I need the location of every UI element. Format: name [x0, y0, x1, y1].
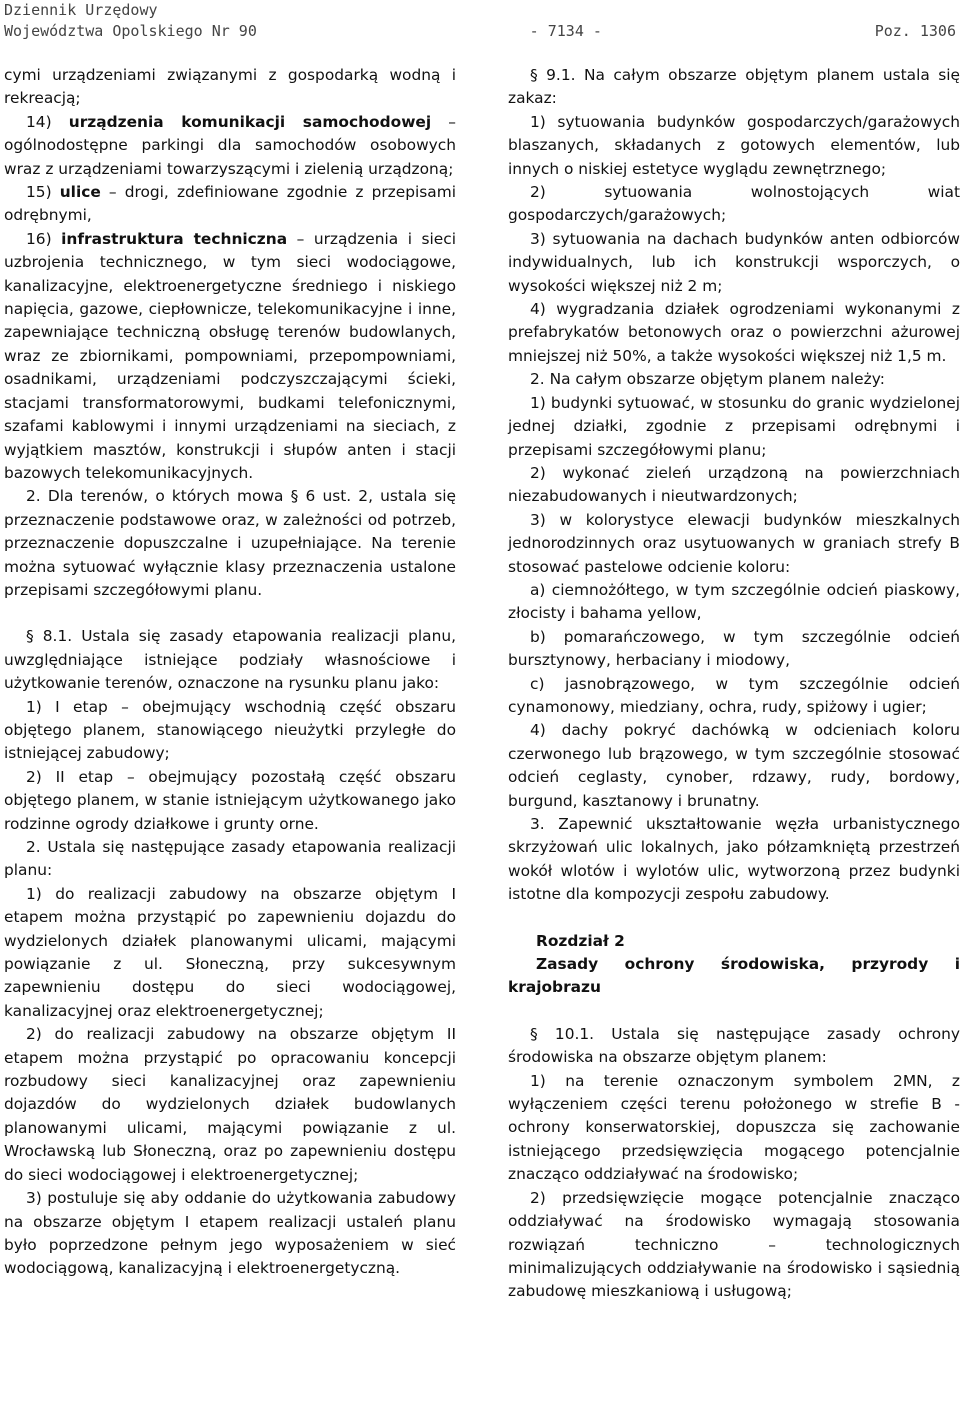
definition-15: 15) ulice – drogi, zdefiniowane zgodnie z przepisami odrębnymi,: [4, 183, 456, 225]
header-row: [4, 21, 956, 42]
list-item: 3) postuluje się aby oddanie do użytkowania zabudowy na obszarze objętym I etapem realizacji ustaleń planu było poprzedzone pełnym jego wyposażeniem w sieć wodociągową, kanalizacyjną i elektroenergetyczną.: [4, 1189, 456, 1278]
defined-term: urządzenia komunikacji samochodowej: [68, 112, 432, 131]
list-item: c) jasnobrązowego, w tym szczególnie odcień cynamonowy, miedziany, ochra, rudy, spiżowy i ugier;: [508, 674, 960, 716]
position-number: Poz. 1306: [874, 22, 956, 40]
paragraph: cymi urządzeniami związanymi z gospodarką wodną i rekreacją;: [4, 66, 456, 108]
list-item: 3) sytuowania na dachach budynków anten odbiorców indywidualnych, lub ich konstrukcji wsporczych, o wysokości większej niż 2 m;: [508, 229, 960, 295]
definition-14: 14) urządzenia komunikacji samochodowej – ogólnodostępne parkingi dla samochodów osobowych wraz z urządzeniami towarzyszącymi i zielenią urządzoną;: [4, 112, 456, 178]
section-9: § 9.1. Na całym obszarze objętym planem ustala się zakaz:: [508, 66, 960, 108]
paragraph: 2. Ustala się następujące zasady etapowania realizacji planu:: [4, 838, 456, 880]
list-item: 2) II etap – obejmujący pozostałą część obszaru objętego planem, w stanie istniejącym użytkowanego jako rodzinne ogrody działkowe i grunty orne.: [4, 767, 456, 833]
chapter-number: Rozdział 2: [536, 931, 625, 950]
journal-issue: Województwa Opolskiego Nr 90: [4, 22, 257, 40]
left-column: [4, 64, 456, 1281]
list-item: 4) wygradzania działek ogrodzeniami wykonanymi z prefabrykatów betonowych oraz o powierzchni ażurowej mniejszej niż 50%, a także wysokości większej niż 1,5 m.: [508, 300, 960, 365]
list-item: 1) sytuowania budynków gospodarczych/garażowych blaszanych, składanych z gotowych elementów, lub innych o niskiej estetyce wyglądu zewnętrznego;: [508, 112, 960, 178]
spacer: [508, 1000, 960, 1023]
definition-16: 16) infrastruktura techniczna – urządzenia i sieci uzbrojenia technicznego, w tym sieci wodociągowe, kanalizacyjne, elektroenergetyczne średniego i niskiego napięcia, gazowe, ciepłownicze, telekomunikacyjne i inne, zapewniające techniczną obsługę terenów budowlanych, wraz ze zbiornikami, pompowniami, przepompowniami, osadnikami, urządzeniami podczyszczającymi ścieki, stacjami transformatorowymi, budkami telefonicznymi, szafami kablowymi i innymi urządzeniami na sieciach, z wyjątkiem masztów, konstrukcji i słupów anten i stacji bazowych telekomunikacyjnych.: [4, 229, 456, 482]
section-10: § 10.1. Ustala się następujące zasady ochrony środowiska na obszarze objętym planem:: [508, 1024, 960, 1067]
chapter-title: Zasady ochrony środowiska, przyrody i krajobrazu: [508, 955, 960, 997]
list-item: 1) budynki sytuować, w stosunku do granic wydzielonej jednej działki, zgodnie z przepisami odrębnymi i przepisami szczegółowymi planu;: [508, 393, 960, 459]
journal-title: Dziennik Urzędowy: [4, 1, 158, 19]
list-item: 2) przedsięwzięcie mogące potencjalnie znacząco oddziaływać na środowisko wymagają stosowania rozwiązań techniczno – technologicznych minimalizujących oddziaływanie na środowisko i sąsiednią zabudowę mieszkaniową i usługową;: [508, 1188, 960, 1301]
list-item: 2) sytuowania wolnostojących wiat gospodarczych/garażowych;: [508, 183, 960, 225]
list-item: a) ciemnożółtego, w tym szczególnie odcień piaskowy, złocisty i bahama yellow,: [508, 580, 960, 623]
spacer: [4, 602, 456, 625]
section-8: § 8.1. Ustala się zasady etapowania realizacji planu, uwzględniające istniejące podziały własnościowe i użytkowanie terenów, oznaczone na rysunku planu jako:: [4, 627, 456, 693]
list-item: 3) w kolorystyce elewacji budynków mieszkalnych jednorodzinnych oraz usytuowanych w graniach strefy B stosować pastelowe odcienie koloru:: [508, 510, 960, 576]
paragraph: 3. Zapewnić ukształtowanie węzła urbanistycznego skrzyżowań ulic lokalnych, jako półzamkniętą przestrzeń wokół wlotów i wylotów ulic, wytworzoną przez budynki istotne dla kompozycji zespołu zabudowy.: [508, 815, 960, 904]
list-item: 1) do realizacji zabudowy na obszarze objętym I etapem można przystąpić po zapewnieniu dojazdu do wydzielonych działek planowanymi ulicami, mającymi powiązanie z ul. Słoneczną, przy sukcesywnym zapewnieniu dostępu do sieci wodociągowej, kanalizacyjnej oraz elektroenergetycznej;: [4, 884, 456, 1020]
paragraph: 2. Na całym obszarze objętym planem należy:: [530, 370, 885, 389]
defined-term: ulice: [59, 183, 101, 202]
defined-term: infrastruktura techniczna: [61, 229, 288, 248]
list-item: 1) na terenie oznaczonym symbolem 2MN, z wyłączeniem części terenu położonego w strefie B - ochrony konserwatorskiej, dopuszcza się zachowanie istniejącego przedsięwzięcia mogącego potencjalnie znacząco oddziaływać na środowisko;: [508, 1071, 960, 1184]
list-item: 1) I etap – obejmujący wschodnią część obszaru objętego planem, stanowiącego nieużytki przyległe do istniejącej zabudowy;: [4, 697, 456, 763]
list-item: 2) do realizacji zabudowy na obszarze objętym II etapem można przystąpić po opracowaniu koncepcji rozbudowy sieci kanalizacyjnej oraz zapewnieniu dojazdów do wydzielonych działek budowlanych planowanymi ulicami, mającymi powiązanie z ul. Wrocławską lub Słoneczną, oraz po zapewnieniu dostępu do sieci wodociągowej i elektroenergetycznej;: [4, 1025, 456, 1184]
list-item: 2) wykonać zieleń urządzoną na powierzchniach niezabudowanych i nieutwardzonych;: [508, 463, 960, 506]
spacer: [508, 907, 960, 930]
page-number: - 7134 -: [529, 22, 602, 40]
page-header: [4, 0, 956, 42]
list-item: 4) dachy pokryć dachówką w odcieniach koloru czerwonego lub brązowego, w tym szczególnie stosować odcień ceglasty, cynober, rdzawy, rudy, bordowy, burgund, kasztanowy i brunatny.: [508, 721, 960, 810]
right-column: [508, 64, 960, 1304]
paragraph: 2. Dla terenów, o których mowa § 6 ust. 2, ustala się przeznaczenie podstawowe oraz, w zależności od potrzeb, przeznaczenie dopuszczalne i uzupełniające. Na terenie można sytuować wyłącznie klasy przeznaczenia ustalone przepisami szczegółowymi planu.: [4, 487, 456, 599]
list-item: b) pomarańczowego, w tym szczególnie odcień bursztynowy, herbaciany i miodowy,: [508, 627, 960, 670]
